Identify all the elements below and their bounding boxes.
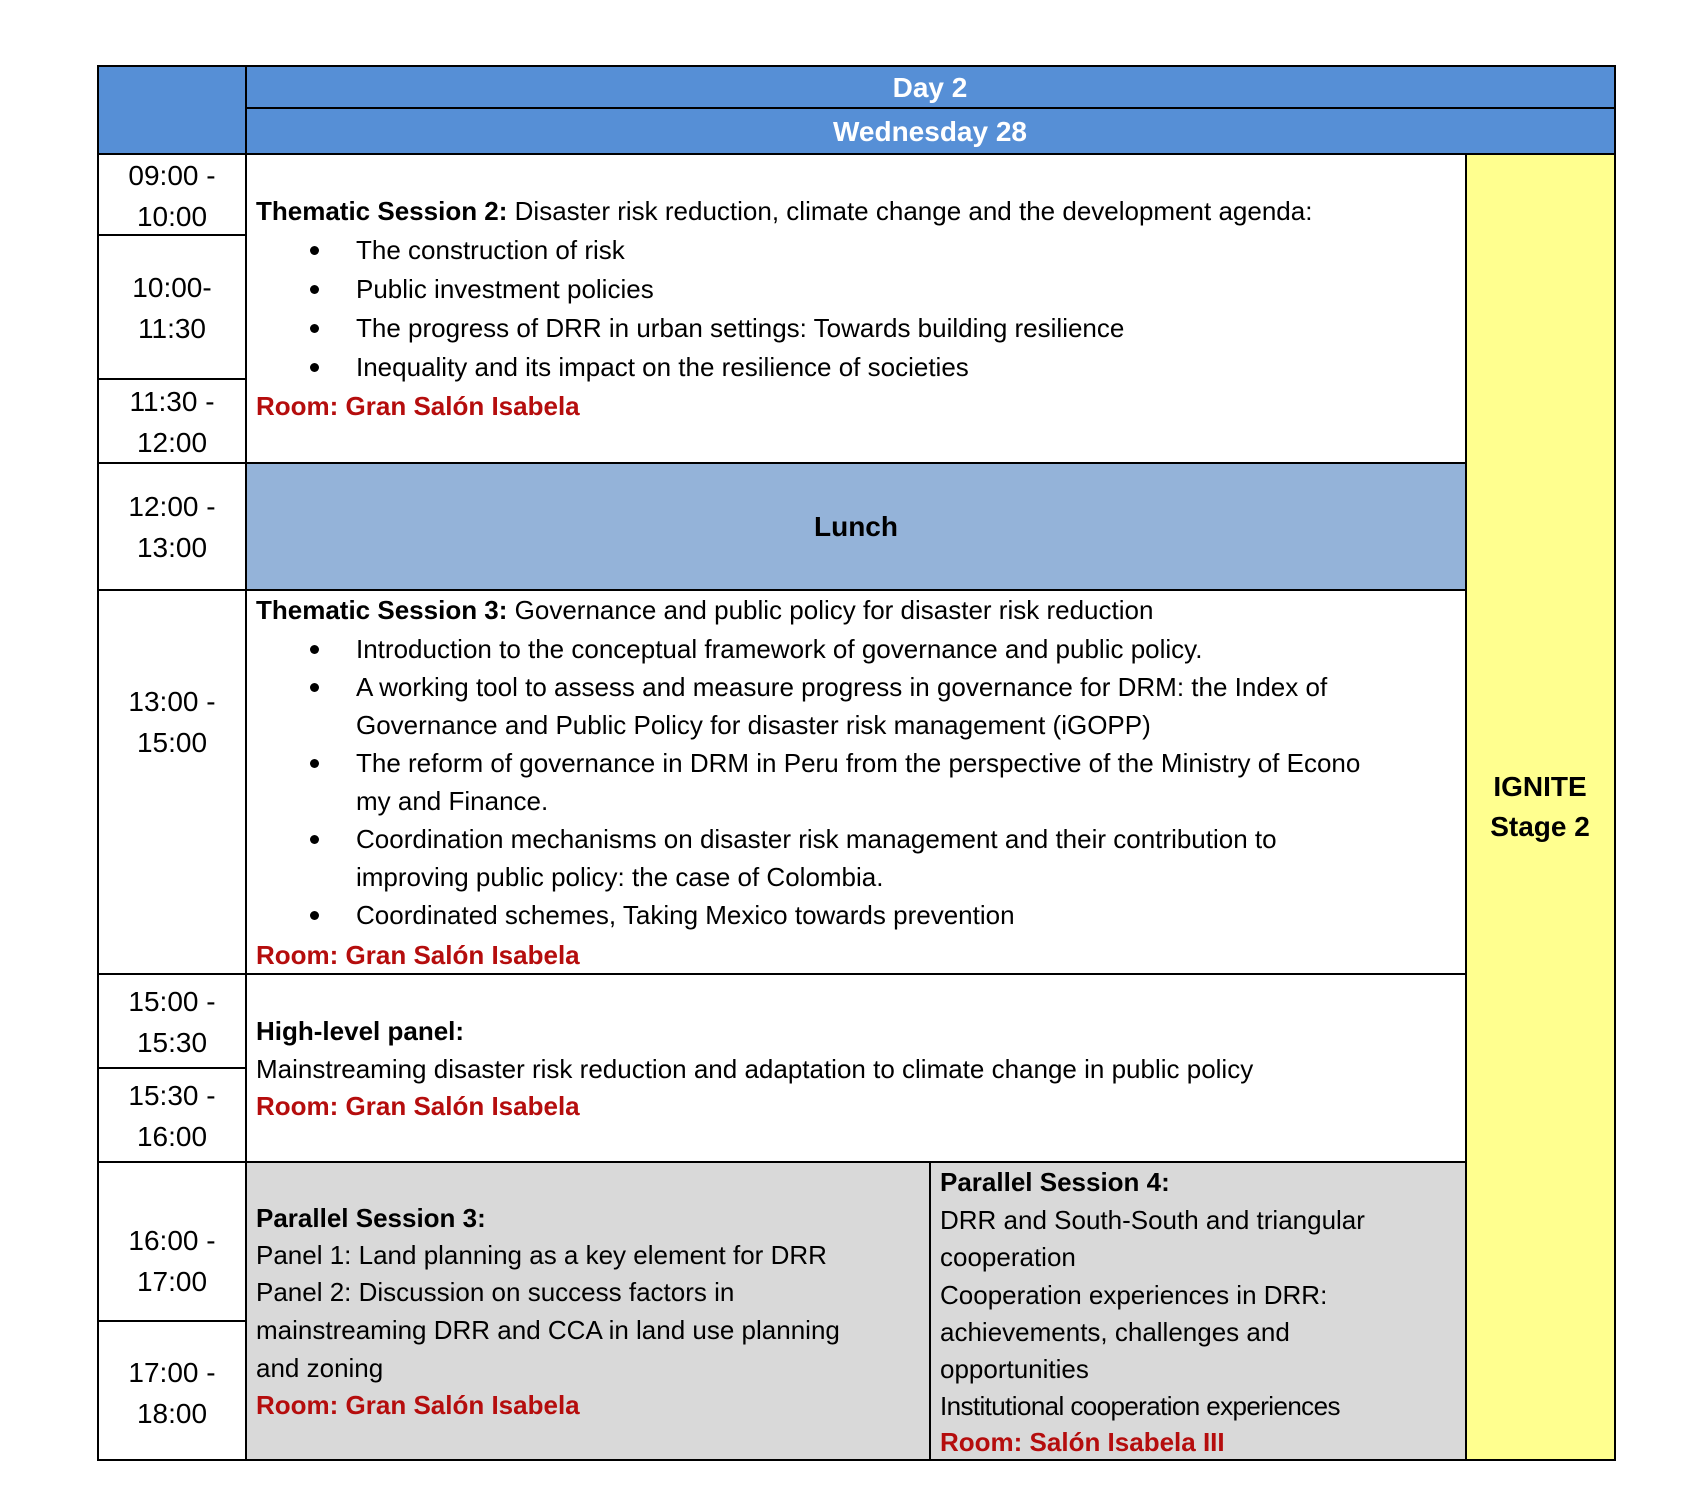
time-slot — [98, 1220, 246, 1302]
parallel-3-line: and zoning — [256, 1353, 384, 1383]
time-start: 10:00- — [132, 272, 212, 303]
bullet-icon — [310, 911, 319, 920]
session-3-label: Thematic Session 3: — [256, 595, 508, 625]
parallel-4-label: Parallel Session 4: — [940, 1167, 1170, 1197]
list-item-text: Coordinated schemes, Taking Mexico towards prevention — [356, 900, 1015, 930]
time-slot — [98, 681, 246, 763]
time-start: 13:00 - — [128, 686, 216, 717]
parallel-4-line: Institutional cooperation experiences — [940, 1391, 1340, 1421]
parallel-4-line: Cooperation experiences in DRR: — [940, 1280, 1328, 1310]
session-3-heading — [256, 591, 1153, 629]
time-end: 11:30 — [138, 313, 206, 344]
list-item: The construction of risk — [256, 231, 1124, 270]
parallel-4-line: DRR and South-South and triangular — [940, 1205, 1365, 1235]
time-slot — [98, 1352, 246, 1434]
header-corner — [98, 66, 246, 154]
border-top — [97, 65, 1615, 67]
parallel-3-label: Parallel Session 3: — [256, 1203, 486, 1233]
list-item — [256, 668, 1360, 744]
list-item — [256, 896, 1360, 934]
parallel-3-line: mainstreaming DRR and CCA in land use planning — [256, 1315, 840, 1345]
time-start: 11:30 - — [129, 386, 215, 417]
bullet-icon — [310, 835, 319, 844]
time-start: 17:00 - — [128, 1357, 216, 1388]
list-item — [256, 630, 1360, 668]
list-item-text: improving public policy: the case of Colombia. — [356, 862, 884, 892]
border-bottom — [97, 1459, 1615, 1461]
parallel-4-room: Room: Salón Isabela III — [940, 1427, 1225, 1457]
time-start: 16:00 - — [128, 1225, 216, 1256]
list-item — [256, 820, 1360, 896]
time-end: 18:00 — [136, 1398, 208, 1429]
border-day-date — [246, 107, 1614, 109]
list-item-text: A working tool to assess and measure progress in governance for DRM: the Index of — [356, 672, 1328, 702]
time-slot — [98, 381, 246, 463]
bullet-icon — [310, 645, 319, 654]
day-header — [246, 66, 1614, 109]
panel-text: Mainstreaming disaster risk reduction and adaptation to climate change in public policy — [256, 1054, 1254, 1084]
parallel-4-line: cooperation — [940, 1242, 1076, 1272]
list-item-text: Coordination mechanisms on disaster risk management and their contribution to — [356, 824, 1277, 854]
panel-room: Room: Gran Salón Isabela — [256, 1091, 580, 1121]
list-item: The progress of DRR in urban settings: Towards building resilience — [256, 309, 1124, 348]
lunch-label: Lunch — [814, 510, 898, 542]
session-3-room: Room: Gran Salón Isabela — [256, 940, 580, 970]
list-item: Public investment policies — [256, 270, 1124, 309]
session-3-title: Governance and public policy for disaster risk reduction — [507, 595, 1154, 625]
time-start: 09:00 - — [128, 160, 216, 191]
time-start: 15:00 - — [128, 986, 216, 1017]
time-start: 12:00 - — [128, 491, 216, 522]
session-2-title: Disaster risk reduction, climate change and the development agenda: — [507, 196, 1313, 226]
panel-label: High-level panel: — [256, 1016, 465, 1046]
time-slot — [98, 981, 246, 1063]
time-end: 15:00 — [136, 727, 208, 758]
list-item — [256, 744, 1360, 820]
parallel-4-line: achievements, challenges and — [940, 1317, 1290, 1347]
parallel-3-room: Room: Gran Salón Isabela — [256, 1390, 580, 1420]
session-3-bullets — [256, 630, 1360, 934]
list-item-text: The reform of governance in DRM in Peru from the perspective of the Ministry of Econo — [356, 748, 1361, 778]
time-start: 15:30 - — [128, 1080, 216, 1111]
border-time-panel — [97, 1067, 246, 1069]
session-2-label: Thematic Session 2: — [256, 196, 508, 226]
parallel-4-line: opportunities — [940, 1354, 1089, 1384]
parallel-3-line: Panel 1: Land planning as a key element for DRR — [256, 1240, 827, 1270]
time-end: 10:00 — [136, 201, 208, 232]
list-item-text: Introduction to the conceptual framework of governance and public policy. — [356, 634, 1203, 664]
list-item: Inequality and its impact on the resilience of societies — [256, 348, 1124, 387]
time-end: 17:00 — [136, 1266, 208, 1297]
date-header — [246, 109, 1614, 154]
bullet-icon — [310, 683, 319, 692]
border-time-parallel — [97, 1320, 246, 1322]
day-label: Day 2 — [892, 71, 968, 103]
list-item-text: Governance and Public Policy for disaster risk management (iGOPP) — [356, 710, 1151, 740]
lunch-cell — [246, 463, 1466, 590]
time-slot — [98, 267, 246, 349]
session-2-bullets — [256, 231, 1124, 387]
time-end: 13:00 — [136, 532, 208, 563]
border-parallel-split — [929, 1161, 931, 1461]
border-time-2 — [97, 378, 246, 380]
border-parallel-top — [97, 1161, 1466, 1163]
time-slot — [98, 486, 246, 568]
time-end: 16:00 — [136, 1121, 208, 1152]
time-slot — [98, 155, 246, 237]
time-end: 15:30 — [136, 1027, 208, 1058]
parallel-3-line: Panel 2: Discussion on success factors in — [256, 1277, 735, 1307]
session-2-heading — [256, 192, 1312, 230]
date-label: Wednesday 28 — [832, 115, 1028, 147]
session-2-room: Room: Gran Salón Isabela — [256, 391, 580, 421]
border-lunch-top — [97, 462, 1466, 464]
ignite-subtitle: Stage 2 — [1490, 811, 1590, 842]
ignite-cell — [1466, 154, 1614, 1460]
time-end: 12:00 — [136, 427, 208, 458]
border-right — [1614, 65, 1616, 1461]
list-item-text: my and Finance. — [356, 786, 549, 816]
border-ignite-left — [1465, 153, 1467, 1461]
border-header-bottom — [97, 153, 1615, 155]
time-slot — [98, 1075, 246, 1157]
bullet-icon — [310, 759, 319, 768]
ignite-title: IGNITE — [1493, 771, 1587, 802]
